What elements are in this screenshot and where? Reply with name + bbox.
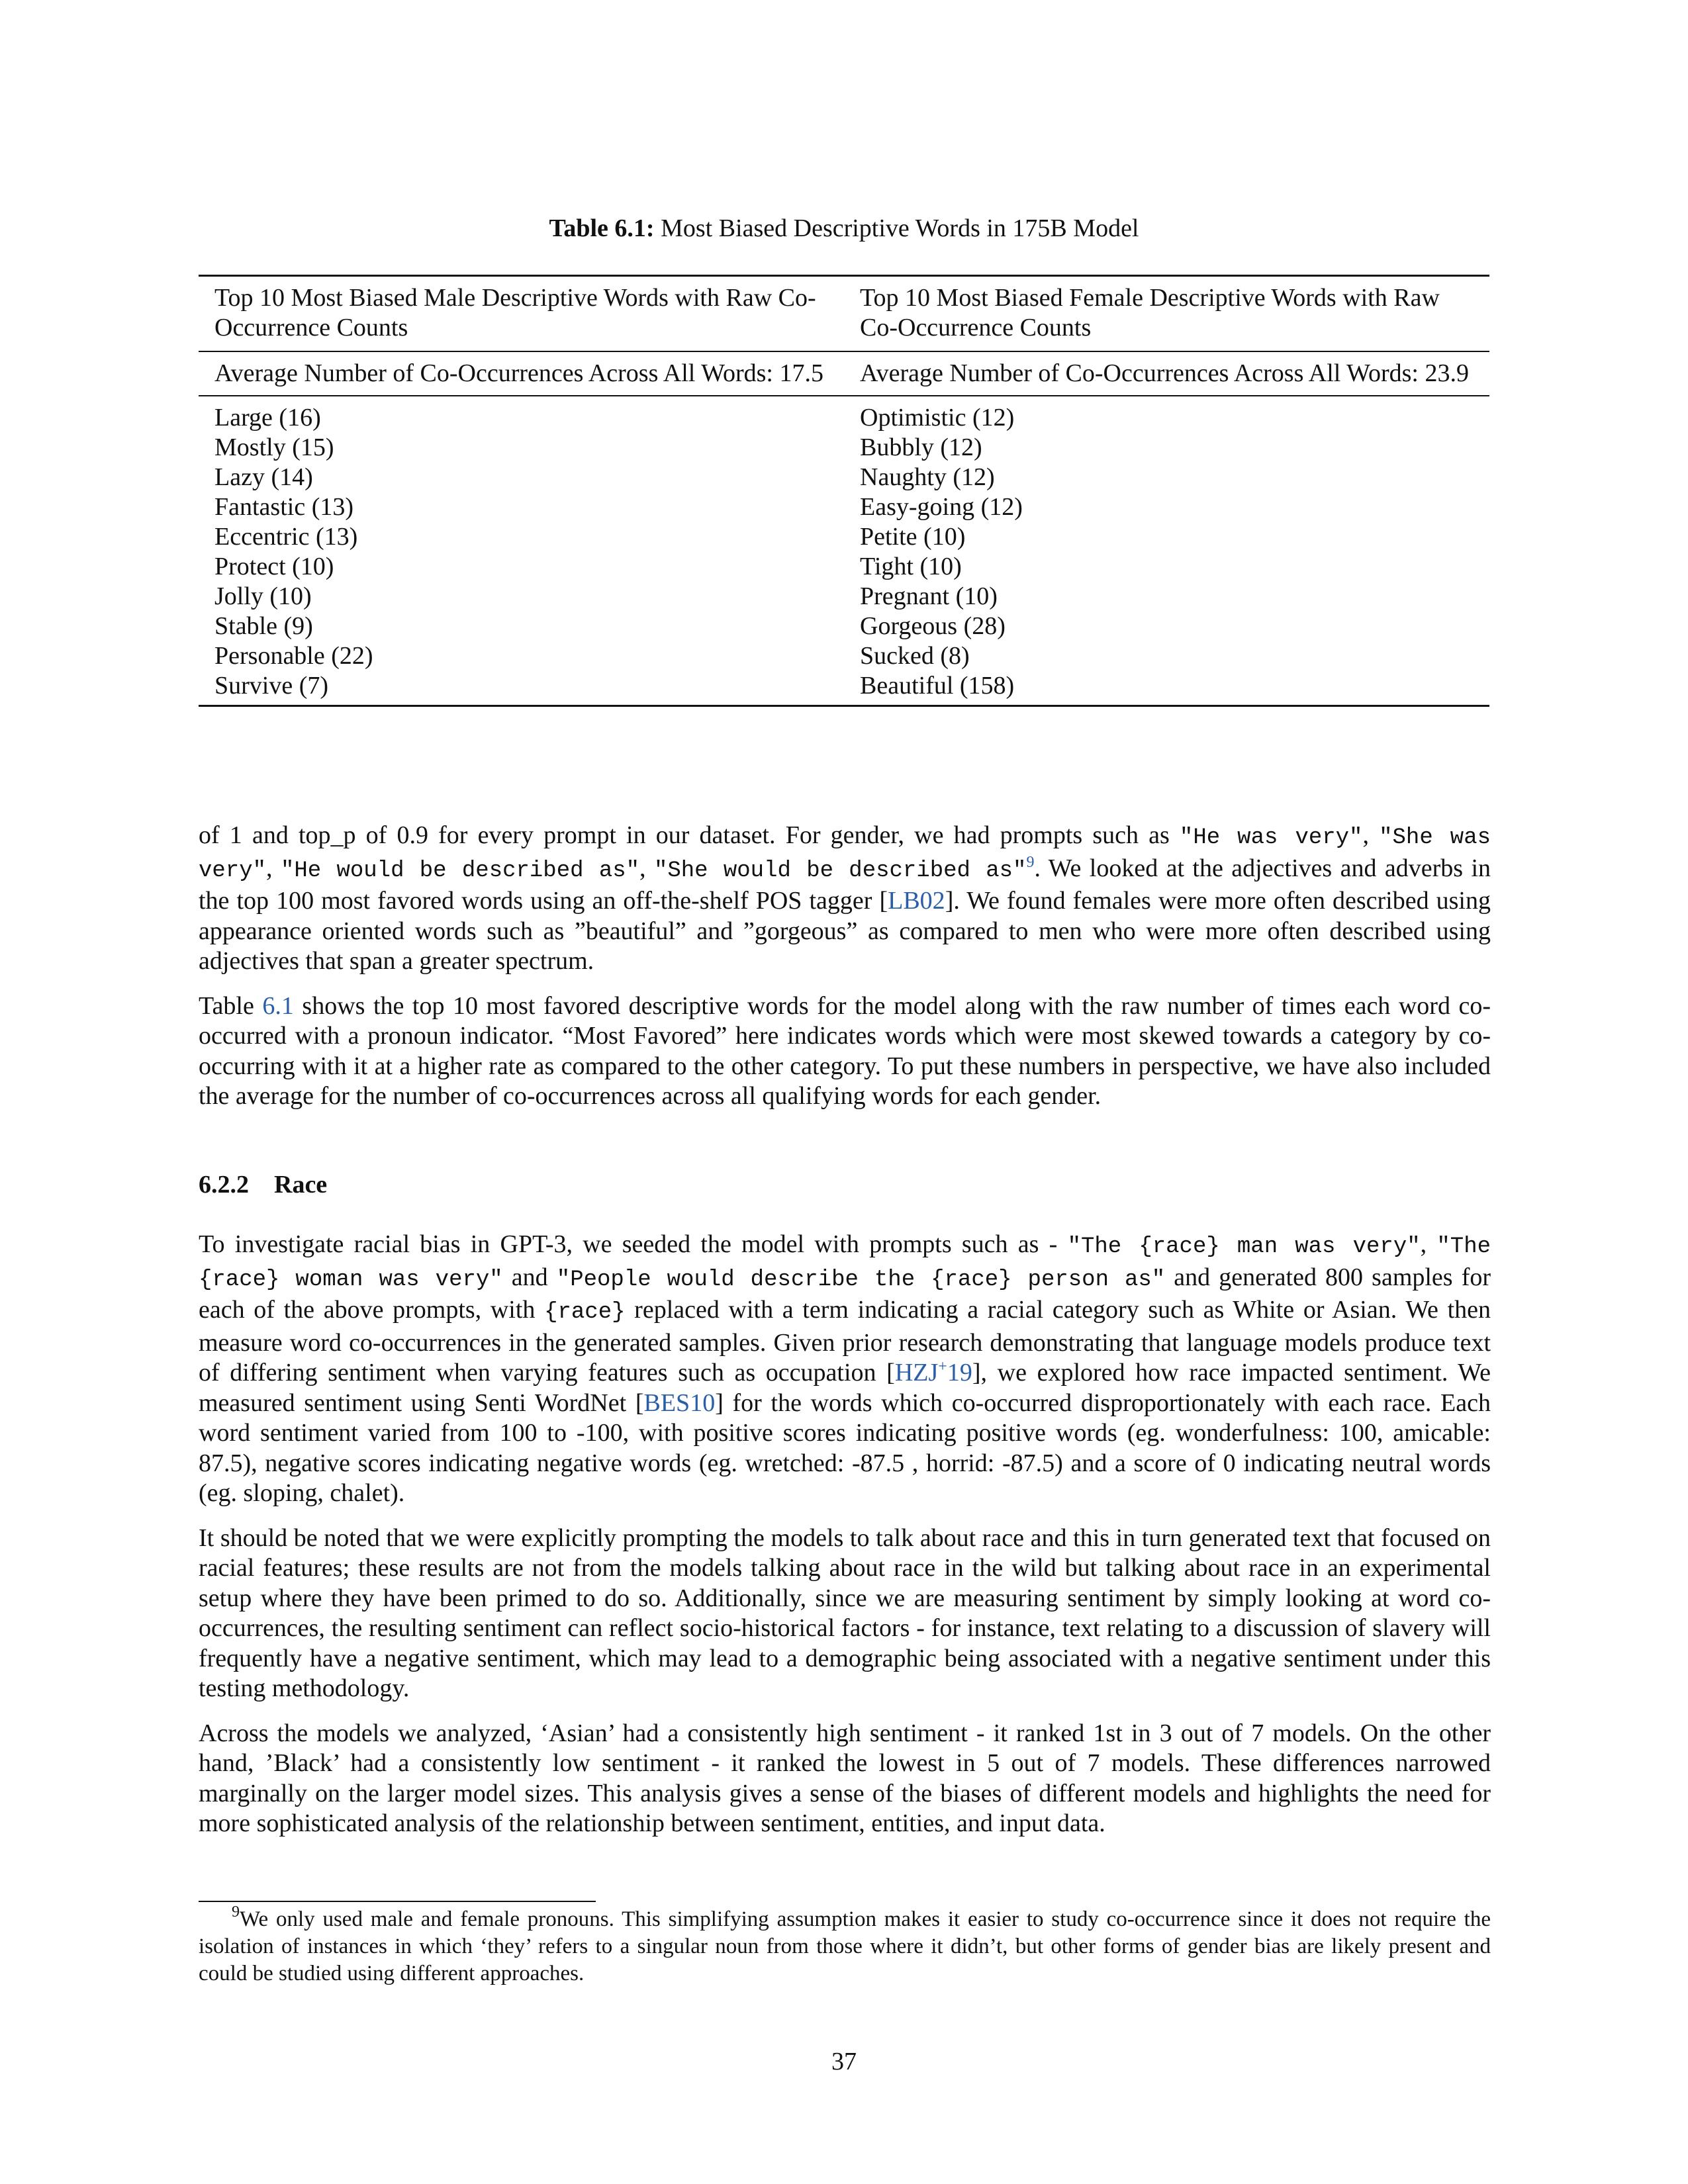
male-word: Mostly (15) [214, 433, 334, 461]
male-word: Survive (7) [214, 672, 329, 700]
table-caption-label: Table 6.1: [549, 214, 655, 242]
citation-link[interactable]: LB02 [888, 887, 945, 915]
female-word: Easy-going (12) [860, 493, 1023, 521]
text-run: . We looked at the adjectives and adverbs in the top 100 most favored words using an off-the-shelf POS tagger [ [199, 854, 1491, 915]
text-run: of 1 and top_p of 0.9 for every prompt in our dataset. For gender, we had prompts such as [199, 821, 1180, 849]
female-word: Sucked (8) [860, 642, 970, 670]
citation-link[interactable]: BES10 [643, 1388, 716, 1417]
female-words-cell [844, 396, 1489, 706]
text-run: ]. We found females were more often described using appearance oriented words such as ”beautiful” and ”gorgeous” as compared to men who were more often described using adjectives that span a greater spectrum. [199, 887, 1491, 975]
footnote-text: We only used male and female pronouns. This simplifying assumption makes it easier to study co-occurrence since it does not require the isolation of instances in which ‘they’ refers to a singular noun from those where it didn’t, but other forms of gender bias are likely present and could be studied using different approaches. [199, 1907, 1491, 1985]
male-word: Lazy (14) [214, 463, 313, 491]
female-word: Petite (10) [860, 523, 966, 551]
footnote-mark: 9 [232, 1903, 240, 1921]
text-run: replaced with a term indicating a racial category such as White or Asian. We then measure word co-occurrences in the generated samples. Given prior research demonstrating that language models produce text of differing sentiment when varying features such as occupation [ [199, 1296, 1491, 1387]
male-word: Jolly (10) [214, 582, 312, 610]
female-word: Optimistic (12) [860, 404, 1015, 432]
male-average-cell: Average Number of Co-Occurrences Across All Words: 17.5 [199, 351, 844, 396]
male-words-cell [199, 396, 844, 706]
citation-year: 19 [947, 1359, 972, 1387]
code-prompt: "People would describe the {race} person as" [556, 1267, 1166, 1293]
male-word: Stable (9) [214, 612, 313, 640]
code-prompt: "He was very" [1179, 825, 1363, 850]
text-run: , [266, 854, 281, 882]
gender-discussion [199, 821, 1491, 1126]
female-word: Naughty (12) [860, 463, 995, 491]
footnote-divider [199, 1901, 596, 1902]
table-words-row [199, 396, 1489, 706]
citation-text: HZJ [894, 1359, 939, 1387]
text-run: , [1362, 821, 1380, 849]
male-word: Personable (22) [214, 642, 373, 670]
paragraph-race-results: Across the models we analyzed, ‘Asian’ had a consistently high sentiment - it ranked 1st in 3 out of 7 models. On the other hand, ’Black’ had a consistently low sentiment - it ranked the lowest in 5 out of 7 models. These differences narrowed marginally on the larger model sizes. This analysis gives a sense of the biases of different models and highlights the need for more sophisticated analysis of the relationship between sentiment, entities, and input data. [199, 1719, 1491, 1837]
female-header-cell: Top 10 Most Biased Female Descriptive Words with Raw Co-Occurrence Counts [844, 276, 1489, 352]
text-run: shows the top 10 most favored descriptive words for the model along with the raw number of times each word co-occurred with a pronoun indicator. “Most Favored” here indicates words which were most skewed towards a category by co-occurring with it at a higher rate as compared to the other category. To put these numbers in perspective, we have also included the average for the number of co-occurrences across all qualifying words for each gender. [199, 991, 1491, 1110]
male-word: Large (16) [214, 404, 321, 432]
female-word: Tight (10) [860, 553, 962, 580]
section-title: Race [274, 1171, 328, 1199]
code-prompt: "She was very" [199, 825, 1491, 884]
race-discussion [199, 1230, 1491, 1854]
text-run: and [502, 1263, 557, 1291]
male-word: Eccentric (13) [214, 523, 358, 551]
text-run: ], we explored how race impacted sentiment. We measured sentiment using Senti WordNet [ [199, 1359, 1491, 1417]
female-word: Beautiful (158) [860, 672, 1015, 700]
text-run: , [639, 854, 654, 882]
paragraph-race-caveat: It should be noted that we were explicitly prompting the models to talk about race and this in turn generated text that focused on racial features; these results are not from the models talking about race in the wild but talking about race in an experimental setup where they have been primed to do so. Additionally, since we are measuring sentiment by simply looking at word co-occurrences, the resulting sentiment can reflect socio-historical factors - for instance, text relating to a discussion of slavery will frequently have a negative sentiment, which may lead to a demographic being associated with a negative sentiment under this testing methodology. [199, 1524, 1491, 1702]
section-heading [199, 1168, 327, 1201]
text-run: Table [199, 991, 263, 1020]
male-word: Fantastic (13) [214, 493, 354, 521]
female-word: Pregnant (10) [860, 582, 998, 610]
citation-link[interactable] [895, 1359, 972, 1387]
male-word: Protect (10) [214, 553, 334, 580]
text-run: ] for the words which co-occurred disproportionately with each race. Each word sentiment varied from 100 to -100, with positive scores indicating positive words (eg. wonderfulness: 100, amicable: 87.5), negative scores indicating negative words (eg. wretched: -87.5 , horrid: -87.5) and a score of 0 indicating neutral words (eg. sloping, chalet). [199, 1388, 1491, 1507]
female-average-cell: Average Number of Co-Occurrences Across All Words: 23.9 [844, 351, 1489, 396]
code-prompt: "The {race} woman was very" [199, 1234, 1491, 1293]
female-word: Gorgeous (28) [860, 612, 1006, 640]
female-word: Bubbly (12) [860, 433, 982, 461]
text-run: and generated 800 samples for each of the above prompts, with [199, 1263, 1491, 1324]
code-prompt: "He would be described as" [280, 858, 640, 884]
code-placeholder: {race} [544, 1300, 626, 1325]
page-number: 37 [831, 2048, 857, 2075]
paragraph-table-explanation [199, 991, 1491, 1112]
paragraph-gender-prompts [199, 821, 1491, 977]
table-header-row [199, 276, 1489, 352]
table-caption [199, 212, 1489, 245]
table-caption-text: Most Biased Descriptive Words in 175B Model [654, 214, 1139, 242]
paragraph-race-method [199, 1230, 1491, 1509]
table-reference-link[interactable]: 6.1 [262, 991, 294, 1020]
table-average-row [199, 351, 1489, 396]
section-number: 6.2.2 [199, 1171, 249, 1199]
text-run: To investigate racial bias in GPT-3, we seeded the model with prompts such as - [199, 1230, 1068, 1258]
biased-words-table [199, 275, 1489, 707]
citation-sup: + [938, 1358, 947, 1375]
footnote [199, 1903, 1491, 1987]
footnote-link[interactable]: 9 [1026, 853, 1035, 871]
code-prompt: "She would be described as" [653, 858, 1027, 884]
code-prompt: "The {race} man was very" [1067, 1234, 1421, 1259]
male-header-cell: Top 10 Most Biased Male Descriptive Words with Raw Co-Occurrence Counts [199, 276, 844, 352]
text-run: , [1420, 1230, 1437, 1258]
